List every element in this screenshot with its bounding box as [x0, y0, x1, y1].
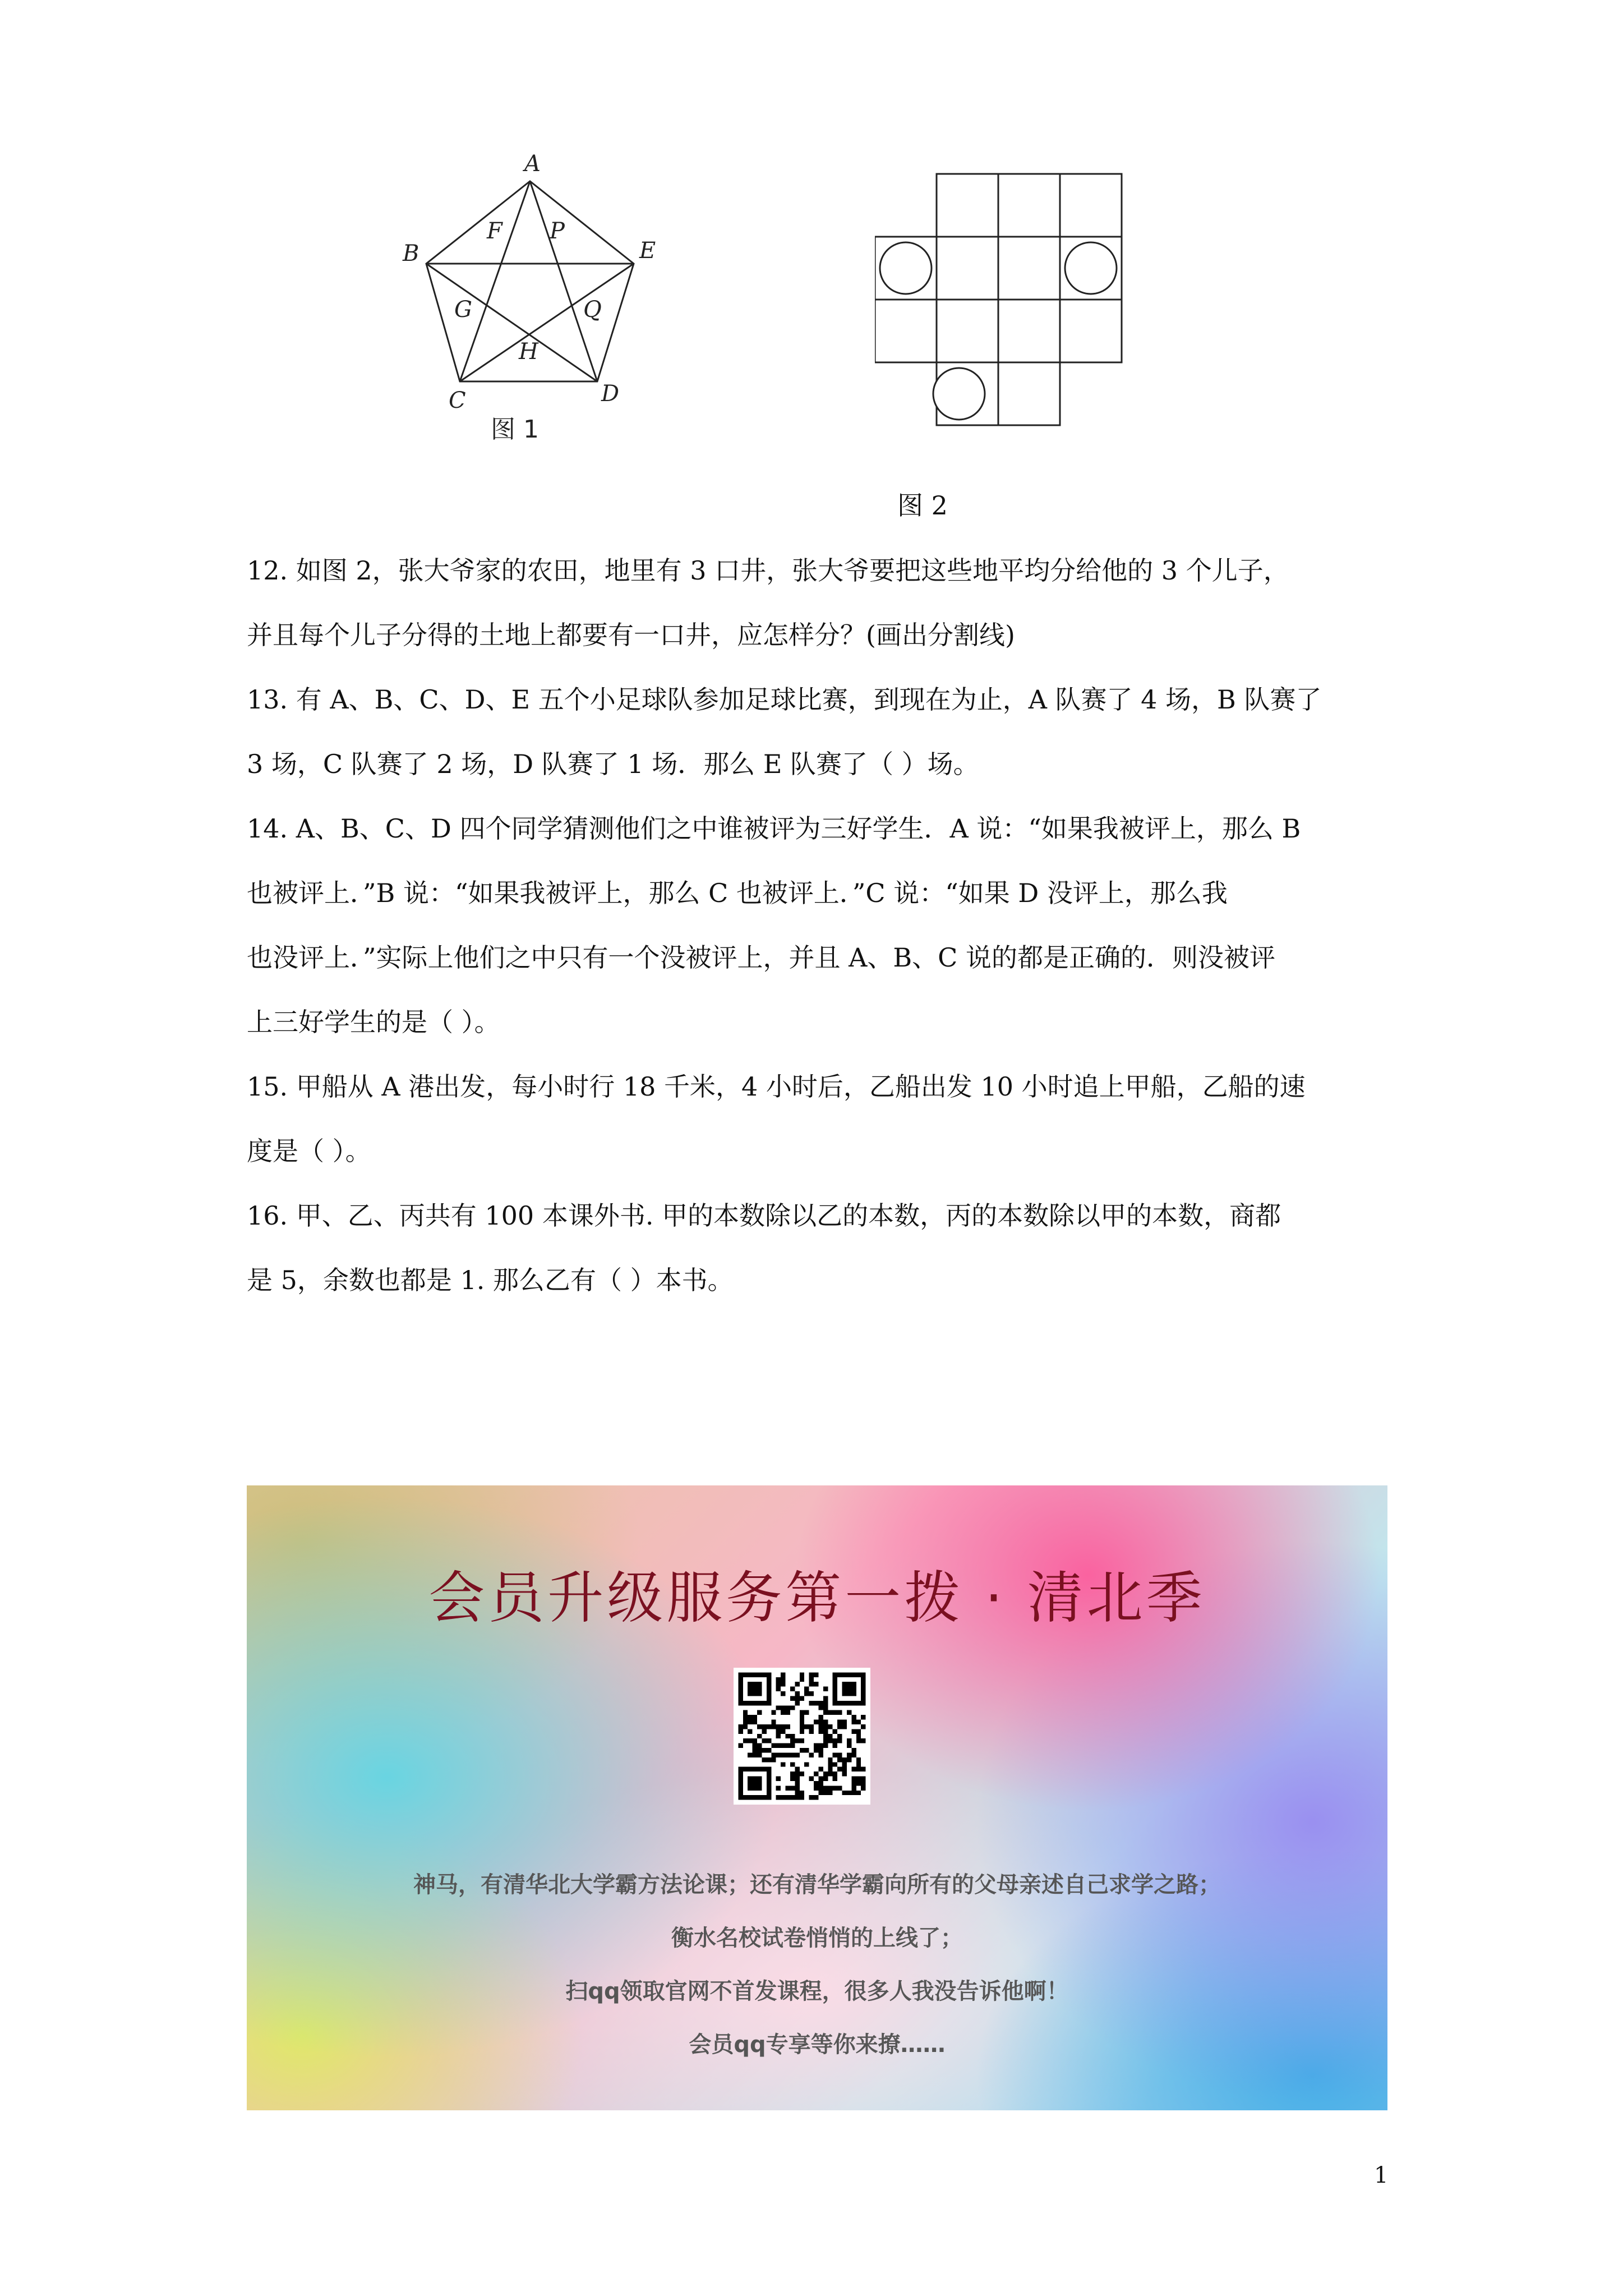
banner-line: 神马，有清华北大学霸方法论课；还有清华学霸向所有的父母亲述自己求学之路；: [413, 1872, 1221, 1898]
figure-2-caption: 图 2: [897, 490, 948, 521]
question-line: 上三好学生的是（ ）。: [247, 1007, 500, 1037]
question-line: 3 场，C 队赛了 2 场，D 队赛了 1 场．那么 E 队赛了（ ）场。: [247, 749, 979, 779]
banner-line: 会员qq专享等你来撩……: [689, 2032, 946, 2058]
question-line: 12. 如图 2，张大爷家的农田，地里有 3 口井，张大爷要把这些地平均分给他的 3 个儿子，: [247, 555, 1289, 586]
label-b: B: [403, 241, 419, 266]
label-f: F: [487, 218, 502, 244]
question-15: [247, 1055, 1391, 1184]
question-line: 也被评上．”B 说：“如果我被评上，那么 C 也被评上．”C 说：“如果 D 没评上，那么我: [247, 878, 1228, 908]
well-circle: [1065, 242, 1117, 294]
question-line: 15. 甲船从 A 港出发，每小时行 18 千米，4 小时后，乙船出发 10 小时追上甲船，乙船的速: [247, 1071, 1306, 1102]
label-p: P: [550, 218, 565, 244]
question-line: 度是（ ）。: [247, 1136, 371, 1166]
banner-line: 扫qq领取官网不首发课程，很多人我没告诉他啊！: [565, 1978, 1069, 2004]
question-line: 13. 有 A、B、C、D、E 五个小足球队参加足球比赛，到现在为止，A 队赛了 4 场，B 队赛了: [247, 684, 1322, 715]
question-line: 14. A、B、C、D 四个同学猜测他们之中谁被评为三好学生．A 说：“如果我被评上，那么 B: [247, 813, 1301, 844]
label-g: G: [454, 297, 472, 323]
figure-1-pentagon: [393, 143, 673, 446]
label-d: D: [601, 381, 620, 407]
well-circle: [880, 242, 932, 294]
question-line: 并且每个儿子分得的土地上都要有一口井，应怎样分？(画出分割线): [247, 620, 1015, 650]
question-line: 是 5，余数也都是 1. 那么乙有（ ）本书。: [247, 1265, 734, 1295]
question-12: [247, 539, 1391, 668]
label-c: C: [449, 388, 466, 413]
label-e: E: [639, 238, 656, 264]
question-line: 16. 甲、乙、丙共有 100 本课外书. 甲的本数除以乙的本数，丙的本数除以甲的本数，商都: [247, 1200, 1281, 1231]
promo-banner[interactable]: [247, 1485, 1387, 2110]
question-13: [247, 668, 1391, 797]
figure-2-grid: [875, 168, 1144, 432]
question-16: [247, 1184, 1391, 1313]
banner-line: 衡水名校试卷悄悄的上线了；: [671, 1925, 963, 1951]
question-line: 也没评上．”实际上他们之中只有一个没被评上，并且 A、B、C 说的都是正确的．则没被评: [247, 942, 1275, 973]
label-h: H: [519, 339, 538, 365]
qr-code-icon[interactable]: [734, 1668, 870, 1805]
well-circle: [933, 368, 985, 420]
figure-1-caption: 图 1: [491, 415, 539, 444]
grid-cells: [875, 174, 1122, 425]
question-14: [247, 797, 1391, 1055]
banner-title: 会员升级服务第一拨 · 清北季: [428, 1565, 1206, 1631]
page-number: 1: [1374, 2162, 1389, 2188]
banner-text: [247, 1858, 1387, 2072]
label-a: A: [524, 151, 541, 177]
label-q: Q: [583, 297, 602, 323]
